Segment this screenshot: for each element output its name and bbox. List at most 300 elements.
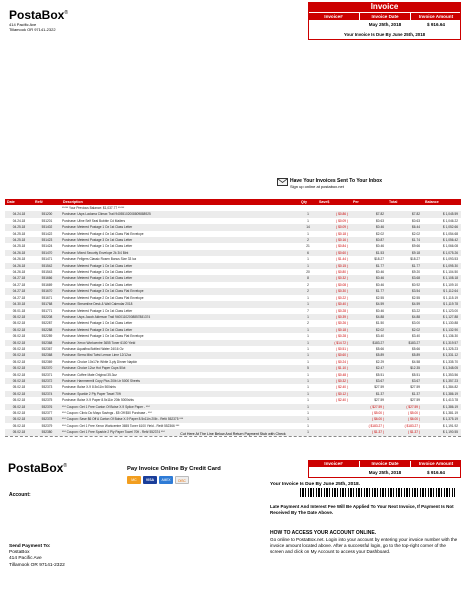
row-description: *** Coupon: Save $6 Off A Carton Of Boise X-9 Paper 8.5x11in 20lb - Ref# 552375 *** [61,416,299,422]
row-save: ( $14.72 ) [317,340,351,346]
row-ref: 552367 [41,346,53,351]
row-qty: 1 [307,398,309,403]
row-qty: 1 [299,429,317,435]
row-total: ( $6.00 ) [387,416,423,422]
send-payment-block [9,544,65,569]
row-description: Purchase: Aquafina Bottled Water 24/16 Oz [62,346,124,351]
row-per: ( $183.27 ) [368,423,384,428]
row-total: $5.89 [387,352,423,358]
row-ref: 551201 [41,218,53,223]
row-description: Purchase: Mixed Security Envelope 2k 3/4 Blnt [61,250,299,256]
row-description: Purchase: Xerox Workcentre 3655 Toner 6100 Yield [61,340,299,346]
row-description: Purchase: Sierra Mist Twist Lemon Lime 12/12oz [61,352,299,358]
email-envelope-icon [277,178,288,186]
row-date: 05.02.18 [12,346,26,351]
row-save: ( $1.10 ) [317,365,351,371]
row-per: $1.50 [376,321,384,326]
row-total: $3.68 [387,275,423,281]
row-balance: $ 1,045.59 [423,211,461,217]
row-total: ( $183.27 ) [404,423,420,428]
row-ref: 552287 [41,321,53,326]
row-ref: 551471 [41,257,53,262]
row-save: ( $0.39 ) [317,314,351,320]
row-description: *** Coupon: Get 1 Free Carton Of Boise X-9 Splice Paper - *** [61,404,299,410]
row-date: 05.02.18 [12,385,26,390]
row-description: Purchase: Usps Ladoma Climax Trail 94055102008809888925 [61,211,299,217]
row-description: Purchase: Metered Postage 3 Oz 1st Class Letter [61,327,299,333]
row-balance: $ 1,123.00 [442,308,458,313]
row-balance: $ 1,353.56 [442,372,458,377]
row-qty: 14 [299,224,317,230]
email-promo-subtitle[interactable]: Sign up online at postabox.net [290,184,344,189]
row-balance: $ 1,348.05 [423,365,461,371]
row-balance: $ 1,054.68 [442,231,458,236]
row-qty: 1 [299,391,317,397]
row-save: ( $0.32 ) [317,275,351,281]
send-payment-address2: Tillamook OR 97141-2322 [9,562,65,568]
row-balance: $ 1,093.53 [442,257,458,262]
row-description: ***** Your Previous Balance: $1,037.77 ***** [62,206,125,210]
row-qty: 1 [307,346,309,351]
row-per: $2.29 [376,359,384,364]
row-save: ( $0.18 ) [317,327,351,333]
row-save: ( $1.44 ) [336,257,348,262]
row-date: 05.02.18 [12,334,26,339]
row-total: $4.59 [387,301,423,307]
row-date: 05.02.18 [12,423,26,428]
row-date: 04.24.18 [5,211,33,217]
row-qty: 1 [307,359,309,364]
row-ref: 552378 [33,416,61,422]
row-description: *** Coupon: Clinic Do Mayo Savings - $5 Off $50 Purchase - *** [62,411,152,415]
row-per: $0.46 [351,224,387,230]
stub-invoice-amount-value: $ 916.64 [427,470,445,475]
row-per: $27.59 [374,385,384,390]
row-save: ( $0.80 ) [336,270,348,275]
row-total: ( $5.00 ) [408,411,420,415]
send-payment-label: Send Payment To: [9,544,51,549]
row-save: ( $0.12 ) [317,391,351,397]
row-qty: 1 [307,423,309,428]
row-date: 05.02.18 [12,372,26,377]
row-per: $18.27 [374,257,384,262]
row-balance: $ 1,130.88 [442,321,458,326]
row-description: Purchase: Metered Postage 2 Oz 1st Class Flat Envelope [62,295,144,300]
row-description: Purchase: Boise X-9 Paper 8.5x11in 20lb 5000shts [62,398,134,403]
row-ref: 552370 [33,365,61,371]
row-save: ( $2.40 ) [336,398,348,403]
row-qty: 7 [307,308,309,313]
company-address-line2: Tillamook OR 97141-2322 [9,27,56,32]
row-per: $3.40 [376,334,384,339]
company-address [9,22,56,32]
row-date: 05.02.18 [5,365,33,371]
row-qty: 1 [299,340,317,346]
row-date: 04.24.18 [12,218,26,223]
row-date: 05.02.18 [5,416,33,422]
row-qty: 21 [306,244,310,249]
row-description: Purchase: Metered Postage 1 Oz 1st Class Flat Envelope [62,334,144,339]
row-balance: $ 1,052.66 [423,224,461,230]
col-header-ref: Ref# [33,199,61,205]
company-address-line1: 414 Pacific Ave [9,22,37,27]
row-save: ( $0.86 ) [317,211,351,217]
row-total: $5.51 [412,372,420,377]
invoice-items-table [5,199,461,436]
row-qty: 6 [299,250,317,256]
row-balance: $ 1,386.19 [423,391,461,397]
row-ref: 551671 [41,295,53,300]
row-description: Purchase: Sparkle 2 Ply Paper Towel 70ft [61,391,299,397]
row-save: ( $0.09 ) [317,224,351,230]
row-save: ( $0.40 ) [317,301,351,307]
row-description: Purchase: Streamline Desk & Wall Calendar 2018 [61,301,299,307]
row-total: $5.66 [412,346,420,351]
row-balance: $ 1,119.78 [423,301,461,307]
logo-text: PostaBox [9,8,65,22]
row-balance: $ 1,190.55 [423,429,461,435]
row-balance: $ 1,325.23 [442,346,458,351]
row-date: 05.02.18 [5,429,33,435]
row-balance: $ 1,319.57 [423,340,461,346]
row-qty: 1 [307,385,309,390]
row-qty: 1 [307,257,309,262]
row-save: ( $0.26 ) [336,321,348,326]
email-promo-title: Have Your Invoices Sent To Your Inbox [290,178,383,184]
row-description: Purchase: Metered Postage 4 Oz 1st Class Flat Envelope [62,231,144,236]
invoice-due-text: Your Invoice Is Due By June 25th, 2018 [343,32,426,37]
row-total: ( $27.59 ) [387,404,423,410]
stub-invoice-amount-header: Invoice Amount [411,460,461,467]
row-qty: 1 [299,416,317,422]
row-date: 05.02.18 [12,321,26,326]
row-total: $3.40 [412,334,420,339]
row-per: $4.88 [351,314,387,320]
row-balance: $ 1,127.88 [423,314,461,320]
row-per: $3.67 [351,378,387,384]
row-description: *** Coupon: Get 1 Free Xerox Workcentre 3655 Toner 6100 Yield - Ref# 552366 *** [62,423,180,428]
row-ref: 552379 [41,423,53,428]
row-qty: 1 [299,314,317,320]
invoice-number-header: Invoice# [308,13,359,20]
row-date: 05.02.18 [5,314,33,320]
row-ref: 552377 [41,411,53,415]
row-qty: 1 [307,295,309,300]
row-balance: $ 1,375.19 [423,416,461,422]
row-description: Purchase: Metered Postage 1 Oz 1st Class Letter [62,244,133,249]
row-total: $4.58 [412,359,420,364]
col-header-date: Date [5,199,33,205]
row-balance: $ 1,413.78 [442,398,458,403]
row-date: 04.26.18 [5,250,33,256]
row-total: $1.77 [387,263,423,269]
row-qty: 1 [299,378,317,384]
row-description: Purchase: Fellgers Classic Rosen Bonus Size 33 loz [62,257,137,262]
row-date: 04.26.18 [5,263,33,269]
row-description: Purchase: Boise X-9 8.5x11in 500shts [62,385,116,390]
row-balance: $ 1,066.08 [442,244,458,249]
row-description: Purchase: Metered Postage 1 Oz 1st Class Letter [61,275,299,281]
row-balance: $ 1,136.30 [442,334,458,339]
row-balance: $ 1,132.90 [423,327,461,333]
col-header-total: Total [387,199,423,205]
row-description: Purchase: Metered Postage 1 Oz 1st Class Letter [62,321,133,326]
row-total: $4.88 [387,314,423,320]
send-payment-address1: 414 Pacific Ave [9,556,42,562]
row-total: $18.27 [410,257,420,262]
row-balance: $ 1,056.42 [423,237,461,243]
stub-invoice-number-header: Invoice# [308,460,359,467]
row-total: $27.59 [410,398,420,403]
amex-icon: AMEX [159,476,173,484]
row-per: $5.51 [376,372,384,377]
row-ref: 551422 [41,231,53,236]
row-total: $27.59 [410,385,420,390]
stub-due-text: Your Invoice Is Due By June 25th, 2018. [270,482,361,487]
row-per: $1.77 [351,263,387,269]
row-description: *** Coupon: Get 1 Free Sparkle 2 Ply Paper Towel 70ft - Ref# 552374 *** [61,429,299,435]
row-per: $7.82 [351,211,387,217]
row-ref: 551669 [41,282,53,287]
row-balance: $ 1,095.30 [423,263,461,269]
pay-online-title[interactable]: Pay Invoice Online By Credit Card [127,466,221,472]
invoice-amount-header: Invoice Amount [411,13,461,20]
row-save: ( $0.09 ) [336,218,348,223]
row-total: $9.18 [387,250,423,256]
row-date: 05.02.18 [5,327,33,333]
row-balance: $ 1,109.10 [442,282,458,287]
col-header-balance: Balance [423,199,461,205]
row-save: ( $0.08 ) [336,282,348,287]
row-total: $0.92 [412,282,420,287]
row-qty: 1 [299,301,317,307]
row-qty: 1 [307,372,309,377]
row-save: ( $0.22 ) [336,295,348,300]
row-total: $183.27 [387,340,423,346]
row-per: ( $27.59 ) [351,404,387,410]
row-qty: 1 [307,218,309,223]
row-qty: 1 [299,404,317,410]
row-per: $0.46 [376,270,384,275]
row-save: ( $0.16 ) [317,237,351,243]
row-per: ( $1.37 ) [351,429,387,435]
row-per: $2.02 [351,327,387,333]
row-per: $183.27 [351,340,387,346]
row-save: ( $2.40 ) [336,385,348,390]
row-qty: 2 [307,321,309,326]
row-ref: 551768 [33,301,61,307]
howto-text: Go online to PostaBox.net. Login into your account by entering your invoice number with the invoice amount located above. After a successful login, go to the top-right corner of the screen and click on My Account to access your Dashboard. [270,537,458,554]
row-per: $0.46 [376,282,384,287]
col-header-qty: Qty [299,199,317,205]
row-ref: 551771 [41,308,53,313]
row-balance: $ 1,331.12 [423,352,461,358]
row-qty: 2 [299,237,317,243]
row-save: ( $0.15 ) [317,263,351,269]
row-per: $0.46 [376,244,384,249]
col-header-save: Save$ [317,199,351,205]
row-description: Purchase: Metered Postage 1 Oz 1st Class Letter [62,270,133,275]
row-save: ( $0.60 ) [317,352,351,358]
row-date: 04.30.18 [5,301,33,307]
row-per: $0.46 [376,308,384,313]
row-save: ( $0.48 ) [336,372,348,377]
row-date: 04.27.18 [12,282,26,287]
row-per: $0.87 [351,237,387,243]
row-total: $2.02 [387,327,423,333]
row-date: 04.25.18 [5,224,33,230]
row-date: 04.26.18 [12,270,26,275]
barcode [300,488,455,497]
row-qty: 1 [299,352,317,358]
col-header-per: Per [351,199,387,205]
row-qty: 1 [307,411,309,415]
row-ref: 552380 [33,429,61,435]
row-date: 04.26.18 [12,257,26,262]
row-ref: 552376 [33,404,61,410]
row-balance: $ 1,075.26 [423,250,461,256]
row-description: Purchase: Coffee Mate Original 35.3oz [62,372,117,377]
row-ref: 551424 [41,244,53,249]
row-date: 05.02.18 [5,391,33,397]
row-balance: $ 1,335.70 [442,359,458,364]
row-date: 04.25.18 [12,244,26,249]
row-qty: 20 [306,270,310,275]
row-per: $1.53 [351,250,387,256]
row-total: $12.35 [387,365,423,371]
row-save: ( $0.51 ) [336,346,348,351]
visa-icon: VISA [143,476,157,484]
row-qty: 8 [299,275,317,281]
row-per: $0.46 [351,275,387,281]
row-per: $4.59 [351,301,387,307]
row-balance: $ 1,104.50 [442,270,458,275]
row-per: $0.63 [376,218,384,223]
row-total: $3.00 [412,321,420,326]
credit-card-icons [127,476,189,484]
registered-mark-icon: ® [64,10,69,16]
row-ref: 552373 [41,385,53,390]
row-ref: 552368 [33,340,61,346]
row-ref: 552289 [41,334,53,339]
row-date: 04.27.18 [5,275,33,281]
row-ref: 552368 [33,352,61,358]
row-description: Purchase: Metered Postage 1 Oz 1st Class Letter [62,308,133,313]
row-qty: 2 [307,282,309,287]
row-balance: $ 1,191.92 [442,423,458,428]
late-fee-text: Late Payment And Interest Fee Will Be Applied To Your Next Invoice, If Payment Is Not Received By The Date Above. [270,504,454,515]
row-qty: 1 [307,334,309,339]
row-date: 05.02.18 [5,352,33,358]
row-per: ( $6.00 ) [351,416,387,422]
row-date: 05.02.18 [12,411,26,415]
row-total: $0.63 [412,218,420,223]
row-description: Purchase: Usps Jacob Alderson Trail 94001102008857881374 [61,314,299,320]
row-description: Purchase: Hammermill Copy Plus 20lb Ltr 5000 Sheets [61,378,299,384]
row-ref: 551666 [33,275,61,281]
row-per: $1.37 [351,391,387,397]
row-balance: $ 1,381.19 [442,411,458,415]
row-ref: 552375 [41,398,53,403]
row-ref: 552372 [33,378,61,384]
row-total: $1.74 [387,237,423,243]
cut-line-text: Cut Here At The Line Below And Return Payment Stub with Check [180,432,286,436]
row-balance: $ 1,384.82 [442,385,458,390]
row-description: Purchase: Uline Self Seal Bubble Cd Mailers [62,218,126,223]
invoice-date-header: Invoice Date [360,13,410,20]
row-date: 05.01.18 [12,308,26,313]
row-ref: 551402 [33,224,61,230]
row-qty: 5 [299,365,317,371]
row-date: 04.25.18 [12,231,26,236]
row-balance: $ 1,112.64 [423,288,461,294]
row-total: ( $1.37 ) [387,429,423,435]
row-total: $3.22 [412,308,420,313]
row-per: $2.02 [376,231,384,236]
row-per: $2.55 [376,295,384,300]
row-total: $2.55 [412,295,420,300]
cut-line-divider [5,436,461,437]
row-ref: 551542 [33,263,61,269]
row-ref: 551470 [33,250,61,256]
row-ref: 551670 [33,288,61,294]
row-description: Purchase: Choice 12oz Hot Paper Cups 50ct [61,365,299,371]
row-date: 04.25.18 [5,237,33,243]
row-balance: $ 1,046.22 [442,218,458,223]
company-logo [9,8,68,22]
row-description: Purchase: Metered Postage 3 Oz 1st Class Flat Envelope [61,288,299,294]
howto-title: HOW TO ACCESS YOUR ACCOUNT ONLINE. [270,530,377,536]
row-save: ( $0.30 ) [317,288,351,294]
row-description: Purchase: Metered Postage 1 Oz 1st Class Letter [62,282,133,287]
row-ref: 551200 [33,211,61,217]
row-date: 04.27.18 [5,288,33,294]
row-ref: 551543 [41,270,53,275]
row-per: $5.89 [351,352,387,358]
row-save: ( $0.28 ) [336,308,348,313]
row-save: ( $0.60 ) [317,250,351,256]
row-ref: 552288 [33,327,61,333]
row-qty: 1 [299,263,317,269]
row-description: Purchase: Metered Postage 1 Oz 1st Class Letter [61,263,299,269]
row-date: 04.27.18 [12,295,26,300]
row-total: $3.54 [387,288,423,294]
row-date: 05.02.18 [5,340,33,346]
row-total: $7.82 [387,211,423,217]
row-date: 05.02.18 [5,378,33,384]
row-per: $27.59 [374,398,384,403]
row-ref: 552374 [33,391,61,397]
row-per: $5.66 [376,346,384,351]
invoice-title: Invoice [308,2,461,12]
row-save: ( $0.32 ) [317,378,351,384]
row-balance: $ 1,115.19 [443,295,458,300]
row-date: 05.02.18 [12,398,26,403]
row-qty: 2 [299,288,317,294]
table-body [5,205,461,436]
stub-invoice-date-header: Invoice Date [360,460,410,467]
row-date: 05.02.18 [5,404,33,410]
send-payment-name: PostaBox [9,550,30,556]
row-save: ( $0.18 ) [336,231,348,236]
row-ref: 551423 [33,237,61,243]
row-per: $2.47 [351,365,387,371]
stub-registered-mark-icon: ® [63,463,68,469]
col-header-description: Description [61,199,299,205]
row-ref: 552369 [41,359,53,364]
row-total: $9.66 [412,244,420,249]
row-qty: 1 [299,327,317,333]
